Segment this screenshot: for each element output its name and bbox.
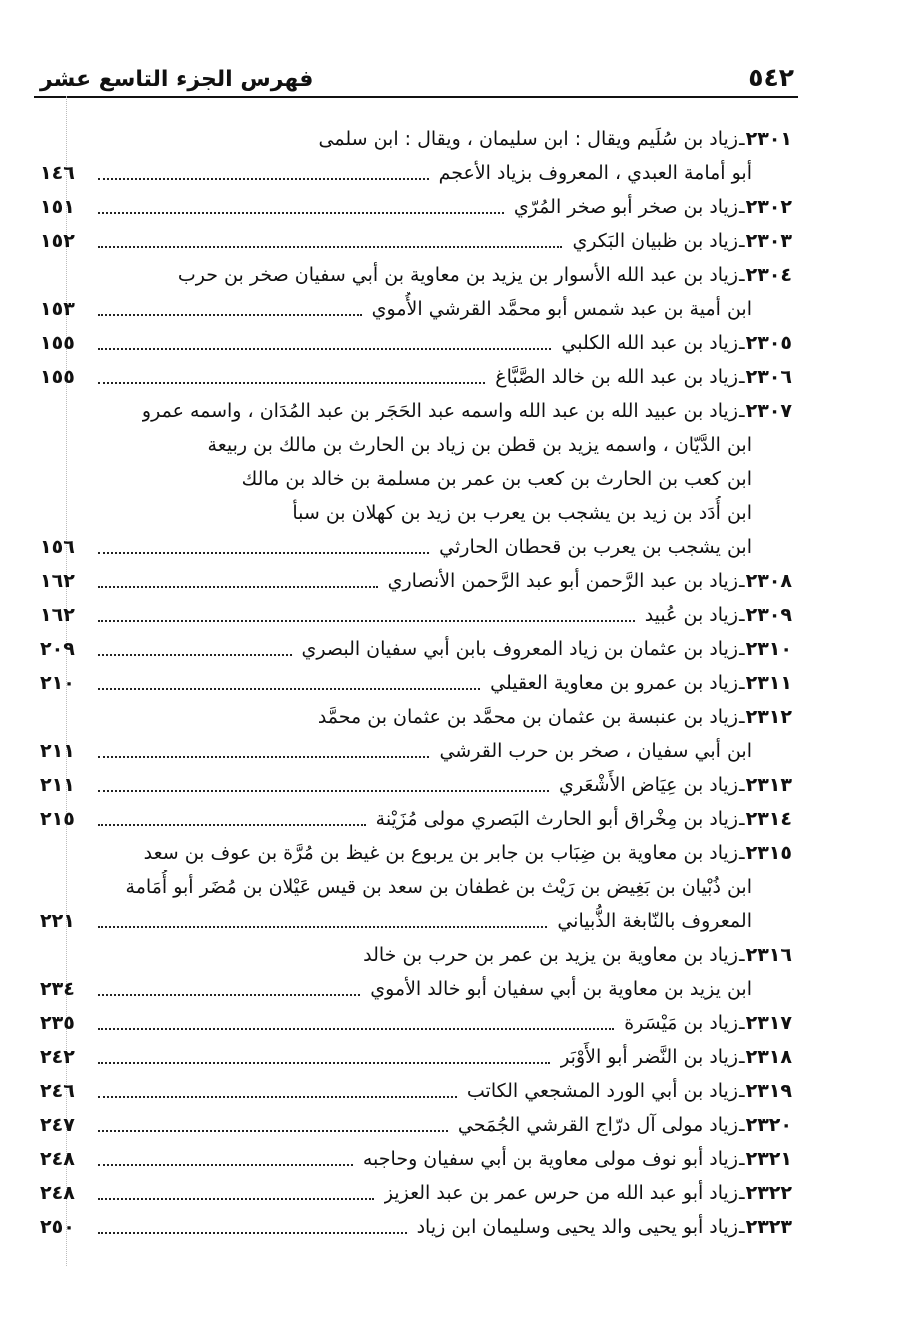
index-entry [40,1142,792,1176]
entry-number: ٢٣١٦ [745,944,792,966]
dot-leader [98,382,485,384]
index-entry-continuation [40,972,792,1006]
entry-text: المعروف بالنّابغة الذُّبياني [557,910,752,932]
entry-page-number: ٢٤٢ [40,1046,75,1068]
entry-text: زياد بن سُلَيم ويقال : ابن سليمان ، ويقال : ابن سلمى [318,128,739,150]
index-entry [40,802,792,836]
dot-leader [98,1232,407,1234]
entry-dash: ـ [739,604,745,626]
entry-text: ابن الدَّيّان ، واسمه يزيد بن قطن بن زياد بن الحارث بن مالك بن ربيعة [207,434,752,456]
entry-number: ٢٣٠٧ [745,400,792,422]
dot-leader [98,756,429,758]
entry-number: ٢٣٠٨ [745,570,792,592]
entry-number: ٢٣٠٤ [745,264,792,286]
index-entry [40,394,792,428]
entry-text: زياد بن معاوية بن يزيد بن عمر بن حرب بن خالد [363,944,739,966]
entry-number: ٢٣١٨ [745,1046,792,1068]
running-title: فهرس الجزء التاسع عشر [40,67,314,92]
entry-page-number: ٢١١ [40,774,75,796]
entry-page-number: ٢٣٥ [40,1012,75,1034]
entry-text: ابن يزيد بن معاوية بن أبي سفيان أبو خالد الأموي [370,978,752,1000]
entry-page-number: ١٥١ [40,196,75,218]
entry-text: ابن أبي سفيان ، صخر بن حرب القرشي [439,740,752,762]
dot-leader [98,1130,448,1132]
index-entry [40,360,792,394]
index-entry [40,1040,792,1074]
entry-dash: ـ [739,332,745,354]
entry-page-number: ٢٢١ [40,910,75,932]
index-entry [40,836,792,870]
dot-leader [98,1096,457,1098]
entry-page-number: ١٥٢ [40,230,75,252]
entry-number: ٢٣٢١ [745,1148,792,1170]
entry-dash: ـ [739,366,745,388]
index-entry [40,1006,792,1040]
index-entry [40,122,792,156]
entry-text: زياد بن صخر أبو صخر المُرّي [513,196,739,218]
entry-text: ابن يشجب بن يعرب بن قحطان الحارثي [439,536,752,558]
entry-page-number: ١٥٥ [40,366,75,388]
index-entry [40,598,792,632]
dot-leader [98,212,504,214]
entry-text: ابن كعب بن الحارث بن كعب بن عمر بن مسلمة بن خالد بن مالك [241,468,752,490]
entry-page-number: ١٤٦ [40,162,75,184]
entry-number: ٢٣١٤ [745,808,792,830]
entry-number: ٢٣٢٢ [745,1182,792,1204]
dot-leader [98,1062,550,1064]
entry-number: ٢٣٠٥ [745,332,792,354]
dot-leader [98,586,378,588]
entry-page-number: ١٦٢ [40,570,75,592]
index-entry [40,1176,792,1210]
entry-dash: ـ [739,638,745,660]
index-entry [40,258,792,292]
entry-text: زياد بن عنبسة بن عثمان بن محمَّد بن عثمان بن محمَّد [317,706,739,728]
entry-dash: ـ [739,808,745,830]
index-entry-continuation [40,292,792,326]
dot-leader [98,994,360,996]
entry-page-number: ٢١٥ [40,808,75,830]
entry-text: زياد مولى آل درّاج القرشي الجُمَحي [457,1114,739,1136]
index-entry-continuation [40,428,792,462]
index-entry-continuation [40,156,792,190]
index-entry-continuation [40,462,792,496]
dot-leader [98,246,562,248]
index-entry [40,224,792,258]
dot-leader [98,348,551,350]
entry-page-number: ٢٤٧ [40,1114,75,1136]
entry-page-number: ١٦٢ [40,604,75,626]
entry-number: ٢٣١٣ [745,774,792,796]
entry-text: زياد بن مَيْسَرة [624,1012,739,1034]
entry-number: ٢٣٠٢ [745,196,792,218]
entry-number: ٢٣١٩ [745,1080,792,1102]
page-number: ٥٤٢ [748,63,794,92]
dot-leader [98,1198,374,1200]
entry-number: ٢٣١٧ [745,1012,792,1034]
entry-number: ٢٣٠٣ [745,230,792,252]
entry-text: زياد بن عبد الله بن خالد الصَّبَّاغ [495,366,739,388]
entry-number: ٢٣٠١ [745,128,792,150]
index-entry [40,326,792,360]
entry-number: ٢٣٢٠ [745,1114,792,1136]
entry-text: زياد بن عبد الله الكلبي [561,332,739,354]
entry-text: زياد أبو نوف مولى معاوية بن أبي سفيان وحاجبه [362,1148,739,1170]
entry-page-number: ٢٥٠ [40,1216,75,1238]
entry-text: زياد بن مِخْراق أبو الحارث البَصري مولى مُزَيْنة [375,808,739,830]
dot-leader [98,1028,614,1030]
entry-text: ابن أمية بن عبد شمس أبو محمَّد القرشي الأُموي [371,298,752,320]
entry-number: ٢٣١١ [745,672,792,694]
index-entry-continuation [40,496,792,530]
entry-text: ابن أُدَد بن زيد بن يشجب بن يعرب بن زيد بن كهلان بن سبأ [292,502,752,524]
index-entry [40,1074,792,1108]
entry-page-number: ٢٤٦ [40,1080,75,1102]
index-entry [40,1210,792,1244]
entry-dash: ـ [739,128,745,150]
entry-dash: ـ [739,230,745,252]
entry-number: ٢٣١٥ [745,842,792,864]
entry-number: ٢٣٠٦ [745,366,792,388]
entry-page-number: ٢١١ [40,740,75,762]
index-entry-continuation [40,870,792,904]
entry-dash: ـ [739,944,745,966]
index-entry [40,666,792,700]
index-entry [40,938,792,972]
entry-dash: ـ [739,1114,745,1136]
entry-page-number: ١٥٥ [40,332,75,354]
entry-page-number: ١٥٣ [40,298,75,320]
entry-dash: ـ [739,1216,745,1238]
entry-dash: ـ [739,1148,745,1170]
entry-page-number: ٢٣٤ [40,978,75,1000]
dot-leader [98,1164,353,1166]
dot-leader [98,314,362,316]
entry-text: أبو أمامة العبدي ، المعروف بزياد الأعجم [438,162,752,184]
entry-dash: ـ [739,1046,745,1068]
entry-page-number: ١٥٦ [40,536,75,558]
index-entry [40,768,792,802]
entry-dash: ـ [739,400,745,422]
entry-dash: ـ [739,672,745,694]
entry-dash: ـ [739,842,745,864]
index-entry-continuation [40,530,792,564]
entry-text: زياد أبو عبد الله من حرس عمر بن عبد العزيز [383,1182,739,1204]
entry-dash: ـ [739,264,745,286]
index-entry-continuation [40,734,792,768]
entry-page-number: ٢٠٩ [40,638,75,660]
entry-page-number: ٢٤٨ [40,1182,75,1204]
index-entry [40,564,792,598]
entry-dash: ـ [739,1080,745,1102]
entry-text: ابن ذُبْيان بن بَغِيض بن رَيْث بن غطفان بن سعد بن قيس عَيْلان بن مُضَر أبو أُمَامة [125,876,752,898]
entry-dash: ـ [739,706,745,728]
index-entry [40,632,792,666]
entry-text: زياد بن عبيد الله بن عبد الله واسمه عبد الحَجَر بن عبد المُدَان ، واسمه عمرو [141,400,739,422]
entry-text: زياد أبو يحيى والد يحيى وسليمان ابن زياد [416,1216,739,1238]
entry-dash: ـ [739,570,745,592]
dot-leader [98,926,547,928]
entry-page-number: ٢٤٨ [40,1148,75,1170]
entry-dash: ـ [739,1012,745,1034]
entry-text: زياد بن النَّضر أبو الأَوْبَر [560,1046,739,1068]
entry-number: ٢٣٢٣ [745,1216,792,1238]
dot-leader [98,654,292,656]
page-header [34,52,798,98]
index-list [40,122,792,1244]
dot-leader [98,620,635,622]
entry-dash: ـ [739,774,745,796]
dot-leader [98,552,429,554]
entry-dash: ـ [739,196,745,218]
index-entry [40,190,792,224]
entry-dash: ـ [739,1182,745,1204]
entry-text: زياد بن معاوية بن ضِبَاب بن جابر بن يربوع بن غيظ بن مُرَّة بن عوف بن سعد [143,842,739,864]
dot-leader [98,178,429,180]
entry-page-number: ٢١٠ [40,672,75,694]
entry-text: زياد بن ظبيان البَكري [572,230,739,252]
entry-number: ٢٣١٠ [745,638,792,660]
dot-leader [98,688,480,690]
entry-number: ٢٣٠٩ [745,604,792,626]
dot-leader [98,790,549,792]
index-entry [40,700,792,734]
entry-number: ٢٣١٢ [745,706,792,728]
entry-text: زياد بن عُبيد [644,604,739,626]
entry-text: زياد بن عثمان بن زياد المعروف بابن أبي سفيان البصري [301,638,739,660]
index-entry [40,1108,792,1142]
dot-leader [98,824,366,826]
index-entry-continuation [40,904,792,938]
entry-text: زياد بن عمرو بن معاوية العقيلي [490,672,739,694]
entry-text: زياد بن عبد الله الأسوار بن يزيد بن معاوية بن أبي سفيان صخر بن حرب [177,264,739,286]
entry-text: زياد بن عبد الرَّحمن أبو عبد الرَّحمن الأنصاري [387,570,739,592]
entry-text: زياد بن عِيَاض الأَشْعَري [559,774,739,796]
entry-text: زياد بن أبي الورد المشجعي الكاتب [466,1080,739,1102]
